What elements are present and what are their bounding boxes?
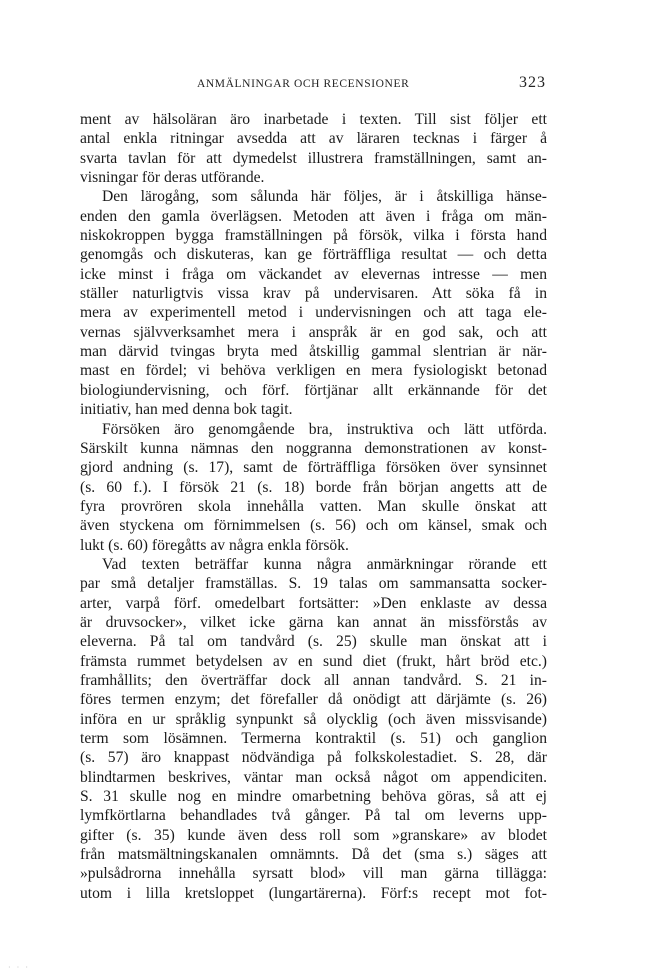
text-line: »pulsådrorna innehålla syrsatt blod» vill man gärna tillägga: <box>80 865 547 883</box>
text-line: gifter (s. 35) kunde även dess roll som »granskare» av blodet <box>80 826 547 844</box>
text-line: biologiundervisning, och förf. förtjänar allt erkännande för det <box>80 381 547 399</box>
text-line: genomgås och diskuteras, kan ge förträffliga resultat — och detta <box>80 246 547 264</box>
text-line: antal enkla ritningar avsedda att av läraren tecknas i färger å <box>80 130 547 148</box>
text-line: införa en ur språklig synpunkt så olycklig (och även missvisande) <box>80 710 547 728</box>
text-line: Försöken äro genomgående bra, instruktiva och lätt utförda. <box>102 420 547 438</box>
text-line: vernas självverksamhet mera i anspråk är en god sak, och att <box>80 323 547 341</box>
text-line: enden den gamla överlägsen. Metoden att även i fråga om män- <box>80 207 547 225</box>
text-line: gjord andning (s. 17), samt de förträffliga försöken över synsinnet <box>80 459 547 477</box>
page-number: 323 <box>519 74 546 91</box>
text-line: eleverna. På tal om tandvård (s. 25) skulle man önskat att i <box>80 633 547 651</box>
text-line: ställer naturligtvis vissa krav på undervisaren. Att söka få in <box>80 285 547 303</box>
text-line: term som lösämnen. Termerna kontraktil (s. 51) och ganglion <box>80 730 547 747</box>
text-line: framhållits; den överträffar dock all annan tandvård. S. 21 in- <box>80 671 547 689</box>
text-line: lymfkörtlarna behandlades två gånger. På tal om leverns upp- <box>80 807 547 825</box>
text-line: är druvsocker», vilket icke gärna kan annat än missförstås av <box>80 613 547 631</box>
text-line: S. 31 skulle nog en mindre omarbetning behöva göras, så att ej <box>80 788 547 806</box>
text-line: Särskilt kunna nämnas den noggranna demonstrationen av konst- <box>80 439 547 457</box>
text-line: blindtarmen beskrives, väntar man också något om appendiciten. <box>80 768 547 786</box>
text-line: från matsmältningskanalen omnämnts. Då det (sma s.) säges att <box>80 846 547 864</box>
running-header: ANMÄLNINGAR OCH RECENSIONER <box>197 78 410 90</box>
text-line: lukt (s. 60) föregåtts av några enkla försök. <box>80 536 349 554</box>
text-line: svarta tavlan för att dymedelst illustrera framställningen, samt an- <box>80 149 547 167</box>
body-text <box>80 110 547 903</box>
text-line: mast en fördel; vi behöva verkligen en mera fysiologiskt betonad <box>80 362 547 380</box>
text-line: föres termen enzym; det förefaller då onödigt att därjämte (s. 26) <box>80 691 547 709</box>
text-line: niskokroppen bygga framställningen på försök, vilka i första hand <box>80 227 547 245</box>
text-line: man därvid tvingas bryta med åtskillig gammal slentrian är när- <box>80 343 547 361</box>
text-line: utom i lilla kretsloppet (lungartärerna). Förf:s recept mot fot- <box>80 884 547 902</box>
text-line: även styckena om förnimmelsen (s. 56) och om känsel, smak och <box>80 517 547 535</box>
text-line: icke minst i fråga om väckandet av elevernas intresse — men <box>80 265 547 283</box>
text-line: fyra provrören skola innehålla vatten. Man skulle önskat att <box>80 497 547 515</box>
text-line: (s. 60 f.). I försök 21 (s. 18) borde från början angetts att de <box>80 478 547 496</box>
text-line: främsta rummet betydelsen av en sund diet (frukt, hårt bröd etc.) <box>80 652 547 670</box>
text-line: arter, varpå förf. omedelbart fortsätter: »Den enklaste av dessa <box>80 594 547 612</box>
text-line: visningar för deras utförande. <box>80 169 265 187</box>
text-line: Den lärogång, som sålunda här följes, är i åtskilliga hänse- <box>102 188 547 206</box>
text-line: par små detaljer framställas. S. 19 talas om sammansatta socker- <box>80 575 547 593</box>
text-line: initiativ, han med denna bok tagit. <box>80 401 293 419</box>
text-line: Vad texten beträffar kunna några anmärkningar rörande ett <box>102 555 547 573</box>
text-line: ment av hälsoläran äro inarbetade i texten. Till sist följer ett <box>80 111 547 128</box>
scan-margin-mark: · · · <box>8 963 30 972</box>
text-line: mera av experimentell metod i undervisningen och att taga ele- <box>80 304 547 322</box>
text-line: (s. 57) äro knappast nödvändiga på folkskolestadiet. S. 28, där <box>80 749 547 767</box>
